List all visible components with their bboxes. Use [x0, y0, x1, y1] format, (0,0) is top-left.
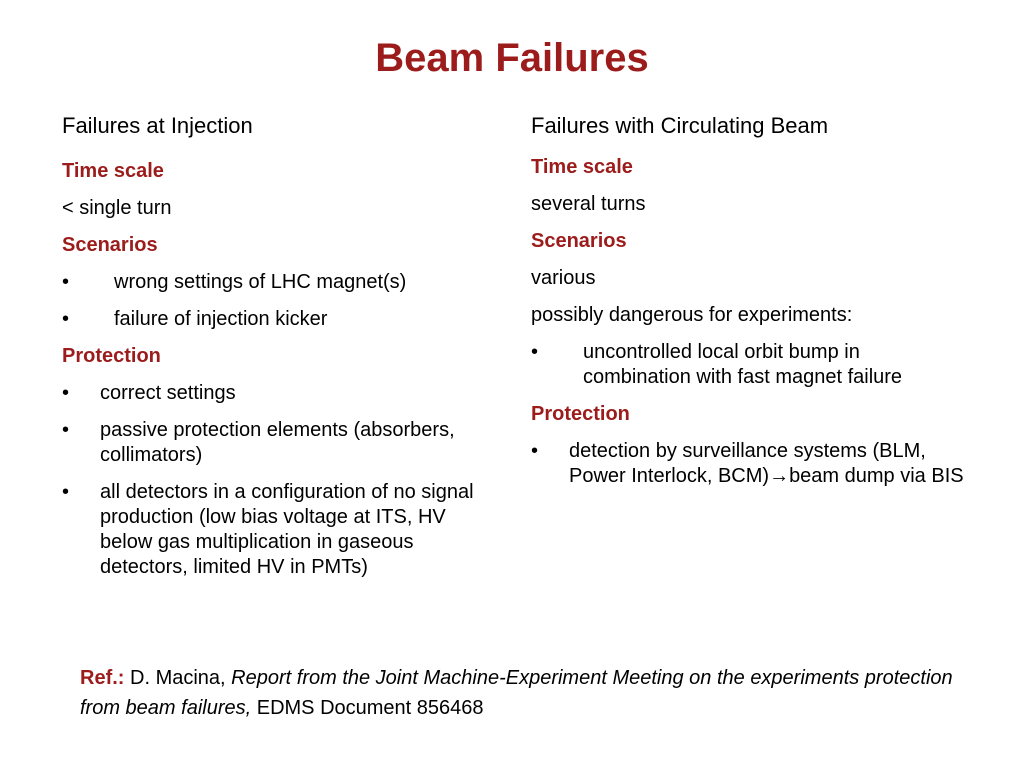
- right-scenario-item: [531, 340, 971, 390]
- right-timescale-label: Time scale: [531, 155, 633, 178]
- left-scenarios-label: Scenarios: [62, 233, 158, 256]
- left-protection-text: all detectors in a configuration of no signal production (low bias voltage at ITS, HV below gas multiplication in gaseous detectors, limited HV in PMTs): [100, 480, 474, 578]
- left-protection-label: Protection: [62, 344, 161, 367]
- right-scenarios-line: possibly dangerous for experiments:: [531, 303, 853, 326]
- left-column-heading: Failures at Injection: [62, 113, 253, 138]
- left-protection-text: passive protection elements (absorbers, collimators): [100, 418, 455, 466]
- right-column: [531, 112, 971, 501]
- left-scenario-item: [62, 307, 502, 332]
- reference: [80, 663, 960, 723]
- right-protection-item: [531, 439, 971, 489]
- left-protection-item: [62, 480, 502, 580]
- right-protection-text-part2: beam dump via BIS: [789, 464, 964, 487]
- left-protection-item: [62, 381, 502, 406]
- left-column: [62, 112, 502, 592]
- bullet-icon: •: [531, 340, 539, 363]
- right-protection-text: [569, 439, 971, 489]
- bullet-icon: •: [62, 381, 70, 404]
- right-scenarios-label: Scenarios: [531, 229, 627, 252]
- arrow-right-icon: →: [769, 464, 790, 487]
- left-scenario-text: failure of injection kicker: [114, 307, 328, 330]
- right-protection-label: Protection: [531, 402, 630, 425]
- reference-author: D. Macina,: [130, 667, 226, 689]
- right-protection-text-part1: detection by surveillance systems (BLM, Power Interlock, BCM): [569, 439, 926, 487]
- right-scenarios-line: various: [531, 266, 596, 289]
- bullet-icon: •: [62, 480, 70, 503]
- reference-label: Ref.:: [80, 667, 125, 689]
- right-column-heading: Failures with Circulating Beam: [531, 113, 829, 138]
- right-timescale-value: several turns: [531, 192, 646, 215]
- bullet-icon: •: [62, 270, 70, 293]
- right-scenario-text: uncontrolled local orbit bump in combination with fast magnet failure: [583, 340, 903, 388]
- bullet-icon: •: [62, 418, 70, 441]
- left-protection-text: correct settings: [100, 381, 236, 404]
- left-timescale-value: < single turn: [62, 196, 172, 219]
- slide-title: Beam Failures: [375, 36, 649, 80]
- left-scenario-text: wrong settings of LHC magnet(s): [114, 270, 407, 293]
- left-timescale-label: Time scale: [62, 159, 164, 182]
- left-scenario-item: [62, 270, 502, 295]
- bullet-icon: •: [531, 439, 539, 462]
- reference-title: Report from the Joint Machine-Experiment Meeting on the experiments protection from beam failures,: [80, 667, 953, 719]
- reference-document: EDMS Document 856468: [256, 697, 484, 719]
- left-protection-item: [62, 418, 502, 468]
- bullet-icon: •: [62, 307, 70, 330]
